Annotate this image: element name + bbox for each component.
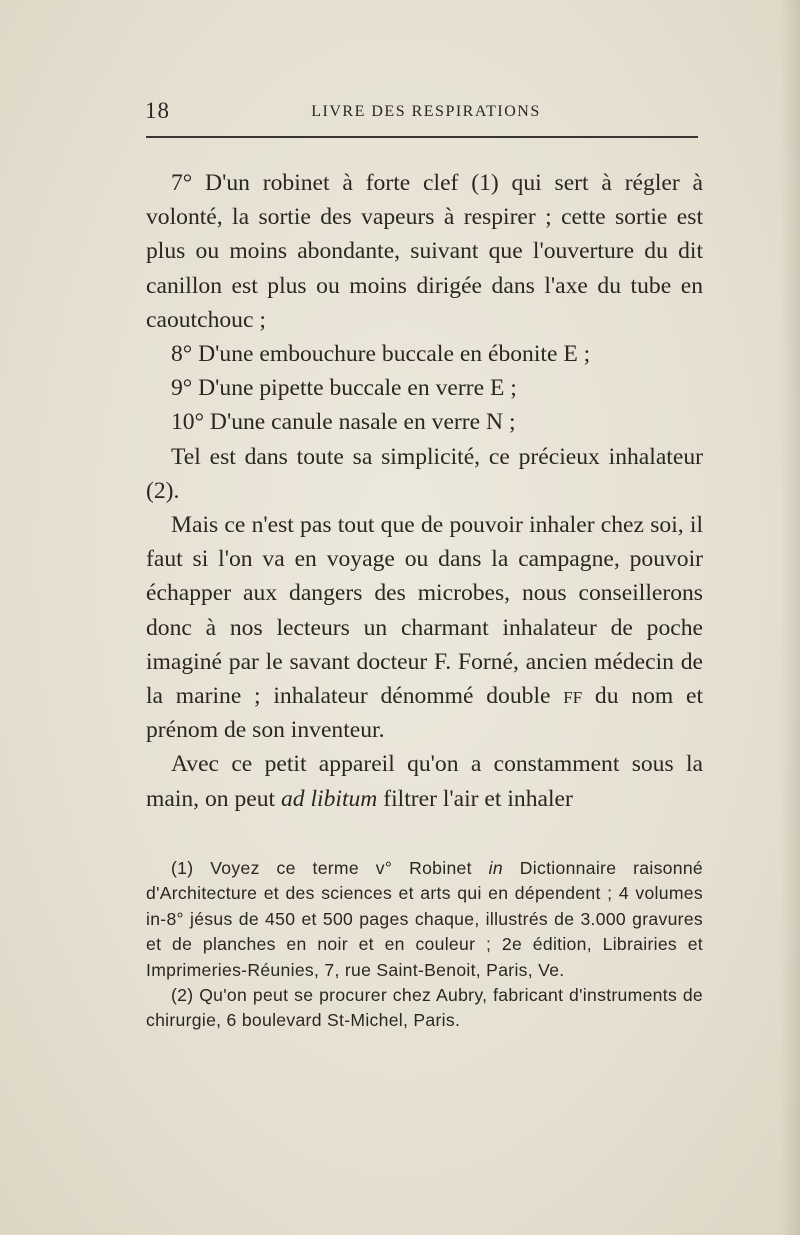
running-title: LIVRE DES RESPIRATIONS (311, 103, 541, 120)
text-run: du nom et prénom de son inventeur. (146, 683, 704, 744)
text-run: (1) Voyez ce terme v° Robinet (171, 858, 489, 878)
paragraph-item-7: 7° D'un robinet à forte clef (1) qui sert à régler à volonté, la sortie des vapeurs à respirer ; cette sortie est plus ou moins abondante, suivant que l'ouverture du dit canillon est plus ou moins dirigée dans l'axe du tube en caoutchouc ; (146, 170, 703, 333)
footnote-1 (146, 856, 703, 983)
main-text (146, 166, 703, 816)
paragraph-item-10: 10° D'une canule nasale en verre N ; (171, 409, 516, 436)
header-rule (146, 136, 698, 138)
page-edge-shadow (780, 0, 800, 1235)
paragraph-appareil (146, 747, 703, 815)
small-caps-run: ff (563, 683, 583, 710)
paragraph-pocket-inhaler (146, 508, 703, 747)
paragraph-item-8: 8° D'une embouchure buccale en ébonite E ; (171, 341, 591, 368)
text-run: Mais ce n'est pas tout que de pouvoir inhaler chez soi, il faut si l'on va en voyage ou dans la campagne, pouvoir échapper aux dangers des microbes, nous conseillerons donc à nos lecteurs un charmant inhalateur de poche imaginé par le savant docteur F. Forné, ancien médecin de la marine ; inhalateur dénommé double (146, 512, 703, 710)
footnotes (146, 856, 703, 1034)
paragraph-inhalateur: Tel est dans toute sa simplicité, ce précieux inhalateur (2). (146, 443, 703, 504)
paragraph-item-9: 9° D'une pipette buccale en verre E ; (171, 375, 517, 402)
italic-run: in (488, 858, 503, 878)
text-run: filtrer l'air et inhaler (377, 785, 573, 812)
italic-run: ad libitum (280, 785, 378, 812)
footnote-2: (2) Qu'on peut se procurer chez Aubry, fabricant d'instruments de chirurgie, 6 boulevard St-Michel, Paris. (146, 985, 703, 1031)
text-run: Avec ce petit appareil qu'on a constamment sous la main, on peut (146, 751, 703, 812)
text-run: Dictionnaire raisonné d'Architecture et des sciences et arts qui en dépendent ; 4 volumes in-8° jésus de 450 et 500 pages chaque, illustrés de 3.000 gravures et de planches en noir et en couleur ; 2e édition, Librairies et Imprimeries-Réunies, 7, rue Saint-Benoit, Paris, Ve. (146, 858, 704, 980)
page-header (145, 98, 697, 128)
page-number: 18 (145, 98, 170, 123)
